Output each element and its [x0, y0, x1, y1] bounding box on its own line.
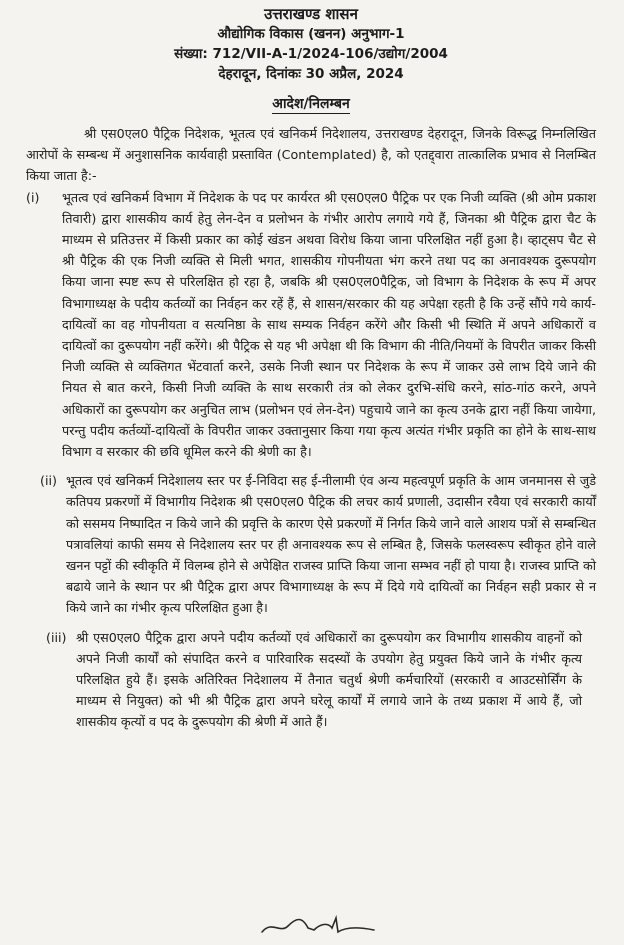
letterhead: [26, 4, 596, 84]
handwritten-signature-icon: [258, 908, 378, 942]
charge-text: श्री एस0एल0 पैट्रिक द्वारा अपने पदीय कर्तव्यों एवं अधिकारों का दुरूपयोग कर विभागीय शासकीय वाहनों को अपने निजी कार्यों को संपादित करने व पारिवारिक सदस्यों के उपयोग हेतु प्रयुक्त किये जाने के गंभीर कृत्य परिलक्षित हुये हैं। इसके अतिरिक्त निदेशालय में तैनात चतुर्थ श्रेणी कर्मचारियों (सरकारी व आउटसोर्सिंग के माध्यम से नियुक्त) को भी श्री पैट्रिक द्वारा अपने घरेलू कार्यों में लगाये जाने के तथ्य प्रकाश में आये हैं, जो शासकीय कृत्यों व पद के दुरूपयोग की श्रेणी में आते हैं।: [76, 629, 582, 730]
government-name: उत्तराखण्ड शासन: [264, 5, 358, 23]
intro-paragraph: श्री एस0एल0 पैट्रिक निदेशक, भूतत्व एवं खनिकर्म निदेशालय, उत्तराखण्ड देहरादून, जिनके विरूद्ध निम्नलिखित आरोपों के सम्बन्ध में अनुशासनिक कार्यवाही प्रस्तावित (Contemplated) है, को एतद्द्वारा तात्कालिक प्रभाव से निलम्बित किया जाता है:-: [26, 126, 596, 184]
charge-item: [26, 627, 596, 733]
order-title-text: आदेश/निलम्बन: [272, 96, 350, 112]
charge-text: भूतत्व एवं खनिकर्म विभाग में निदेशक के पद पर कार्यरत श्री एस0एल0 पैट्रिक पर एक निजी व्यक्ति (श्री ओम प्रकाश तिवारी) द्वारा शासकीय कार्य हेतु लेन-देन व प्रलोभन के गंभीर आरोप लगाये गये हैं, जिनका श्री पैट्रिक द्वारा चैट के माध्यम से प्रतिउत्तर में किसी प्रकार का कोई खंडन अथवा विरोध किया जाना परिलक्षित नहीं हुआ है। व्हाट्सप चैट से श्री पैट्रिक की एक निजी व्यक्ति से मिली भगत, शासकीय गोपनीयता भंग करने तथा पद का अनावश्यक दुरूपयोग किया जाना स्पष्ट रूप से परिलक्षित हो रहा है, जबकि श्री एस0एल0पैट्रिक, जो विभाग के निदेशक के रूप में अपर विभागाध्यक्ष के पदीय कर्तव्यों का निर्वहन कर रहें हैं, से शासन/सरकार की यह अपेक्षा रहती है कि उन्हें सौंपे गये कार्य-दायित्वों का वह गोपनीयता व सत्यनिष्ठा के साथ सम्यक निर्वहन करेंगे और किसी भी स्थिति में अपने अधिकारों व दायित्वों का दुरूपयोग नहीं करेंगे। श्री पैट्रिक से यह भी अपेक्षा थी कि विभाग की नीति/नियमों के विपरीत जाकर किसी निजी व्यक्ति से व्यक्तिगत भेंटवार्ता करने, उसके निजी स्थान पर निदेशक के रूप में जाकर उसे लाभ दिये जाने की नियत से बात करने, किसी निजी व्यक्ति के साथ सरकारी तंत्र को लेकर दुरभि-संधि करने, सांठ-गांठ करने, अपने अधिकारों का दुरूपयोग कर अनुचित लाभ (प्रलोभन एवं लेन-देन) पहुचाये जाने का कृत्य उनके द्वारा नहीं किया जायेगा, परन्तु पदीय कर्तव्यों-दायित्वों के विपरीत जाकर उक्तानुसार किया गया कृत्य अत्यंत गंभीर प्रकृति का होने के साथ-साथ विभाग व सरकार की छवि धूमिल करने की श्रेणी का है।: [62, 189, 596, 460]
order-title: [26, 94, 596, 113]
charge-item: [26, 470, 596, 618]
charge-item: [26, 187, 596, 463]
department-section: औद्योगिक विकास (खनन) अनुभाग-1: [217, 26, 405, 42]
charge-number: (i): [26, 189, 40, 205]
charge-number: (iii): [46, 629, 67, 645]
place-date: देहरादून, दिनांकः 30 अप्रैल, 2024: [218, 66, 404, 82]
reference-number: संख्या: 712/VII-A-1/2024-106/उद्योग/2004: [174, 46, 448, 62]
charge-text: भूतत्व एवं खनिकर्म निदेशालय स्तर पर ई-निविदा सह ई-नीलामी एंव अन्य महत्वपूर्ण प्रकृति के आम जनमानस से जुडे कतिपय प्रकरणों में विभागीय निदेशक श्री एस0एल0 पैट्रिक की लचर कार्य प्रणाली, उदासीन रवैया एवं सरकारी कार्यों को ससमय निष्पादित न किये जाने की प्रवृत्ति के कारण ऐसे प्रकरणों में निर्गत किये जाने वाले आशय पत्रों से सम्बन्धित पत्रावलियां काफी समय से निदेशालय स्तर पर ही अनावश्यक रूप से लम्बित है, जिसके फलस्वरूप स्वीकृत होने वाले खनन पट्टों की स्वीकृति में विलम्ब होने से अपेक्षित राजस्व प्राप्ति किया जाना सम्भव नहीं हो पाया है। राजस्व प्राप्ति को बढाये जाने के स्थान पर श्री पैट्रिक द्वारा अपर विभागाध्यक्ष के रूप में दिये गये दायित्वों का निर्वहन सही प्रकार से न किये जाने का गंभीर कृत्य परिलक्षित हुआ है।: [66, 473, 596, 616]
charge-number: (ii): [40, 473, 57, 489]
